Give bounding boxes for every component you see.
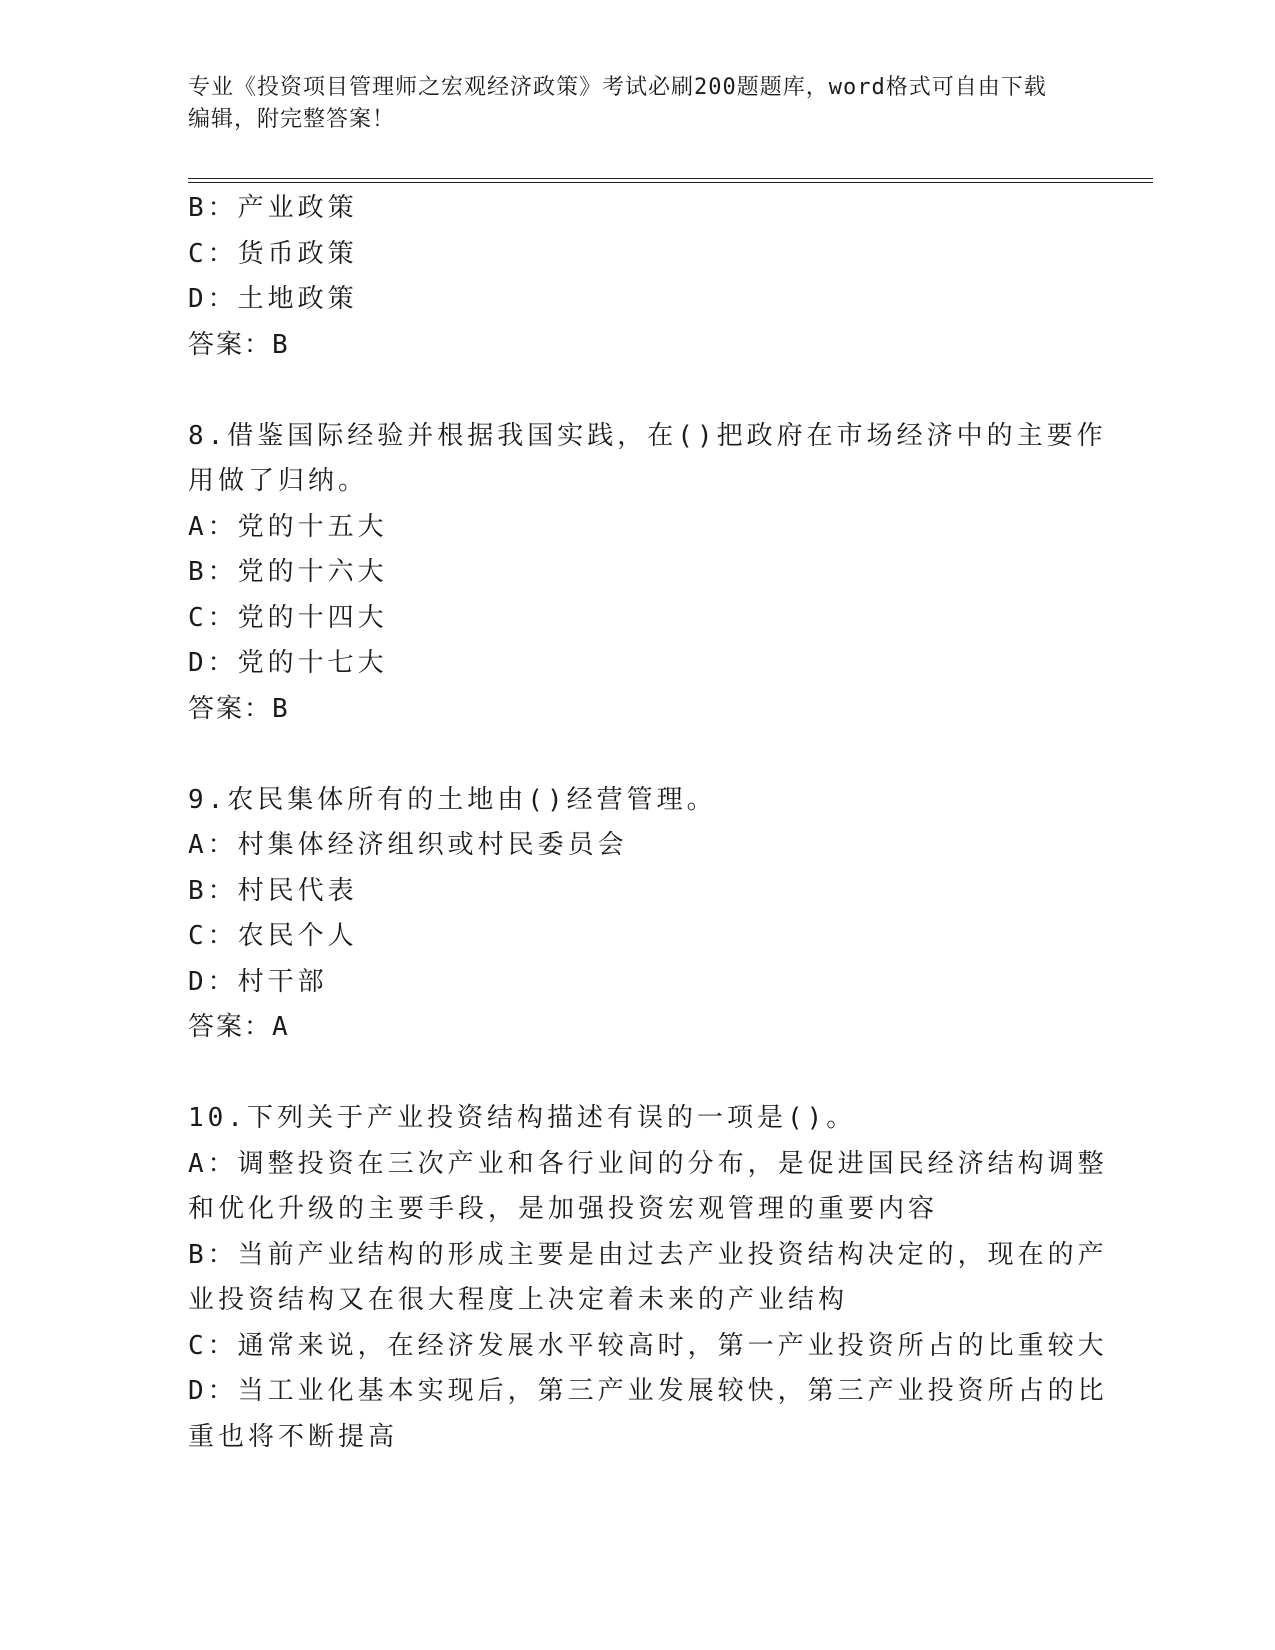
question-stem: 9.农民集体所有的土地由()经营管理。 xyxy=(188,784,717,815)
option-c: C：通常来说，在经济发展水平较高时，第一产业投资所占的比重较大 xyxy=(188,1330,1108,1361)
option-d-continued: 重也将不断提高 xyxy=(188,1421,399,1452)
spacer xyxy=(188,1051,1088,1097)
spacer xyxy=(188,368,1088,414)
answer: 答案：B xyxy=(188,693,290,724)
option-a: A：党的十五大 xyxy=(188,511,388,542)
question-stem-continued: 用做了归纳。 xyxy=(188,466,369,496)
question-list xyxy=(188,186,1108,1460)
option-b: B：产业政策 xyxy=(188,193,358,223)
question-7-continued xyxy=(188,186,1088,368)
option-b: B：村民代表 xyxy=(188,875,358,906)
option-d: D：土地政策 xyxy=(188,284,358,314)
answer: 答案：B xyxy=(188,329,290,360)
question-9 xyxy=(188,778,1088,1051)
option-b: B：当前产业结构的形成主要是由过去产业投资结构决定的，现在的产 xyxy=(188,1239,1108,1270)
question-stem: 10.下列关于产业投资结构描述有误的一项是()。 xyxy=(188,1103,857,1133)
option-d: D：当工业化基本实现后，第三产业发展较快，第三产业投资所占的比 xyxy=(188,1376,1108,1406)
question-10 xyxy=(188,1096,1108,1460)
option-d: D：党的十七大 xyxy=(188,648,388,678)
header-text: 专业《投资项目管理师之宏观经济政策》考试必刷200题题库，word格式可自由下载编辑，附完整答案！ xyxy=(188,75,1047,132)
answer: 答案：A xyxy=(188,1012,290,1042)
option-a: A：村集体经济组织或村民委员会 xyxy=(188,830,628,860)
option-c: C：货币政策 xyxy=(188,238,358,269)
question-8 xyxy=(188,414,1107,733)
option-a-continued: 和优化升级的主要手段，是加强投资宏观管理的重要内容 xyxy=(188,1194,939,1224)
option-c: C：农民个人 xyxy=(188,921,358,951)
option-b: B：党的十六大 xyxy=(188,557,388,587)
option-a: A：调整投资在三次产业和各行业间的分布，是促进国民经济结构调整 xyxy=(188,1148,1108,1179)
option-c: C：党的十四大 xyxy=(188,602,388,633)
question-stem: 8.借鉴国际经验并根据我国实践，在()把政府在市场经济中的主要作 xyxy=(188,420,1107,451)
header-divider xyxy=(188,178,1153,183)
spacer xyxy=(188,732,1088,778)
option-d: D：村干部 xyxy=(188,966,328,997)
option-b-continued: 业投资结构又在很大程度上决定着未来的产业结构 xyxy=(188,1285,849,1315)
document-header xyxy=(188,72,1068,136)
